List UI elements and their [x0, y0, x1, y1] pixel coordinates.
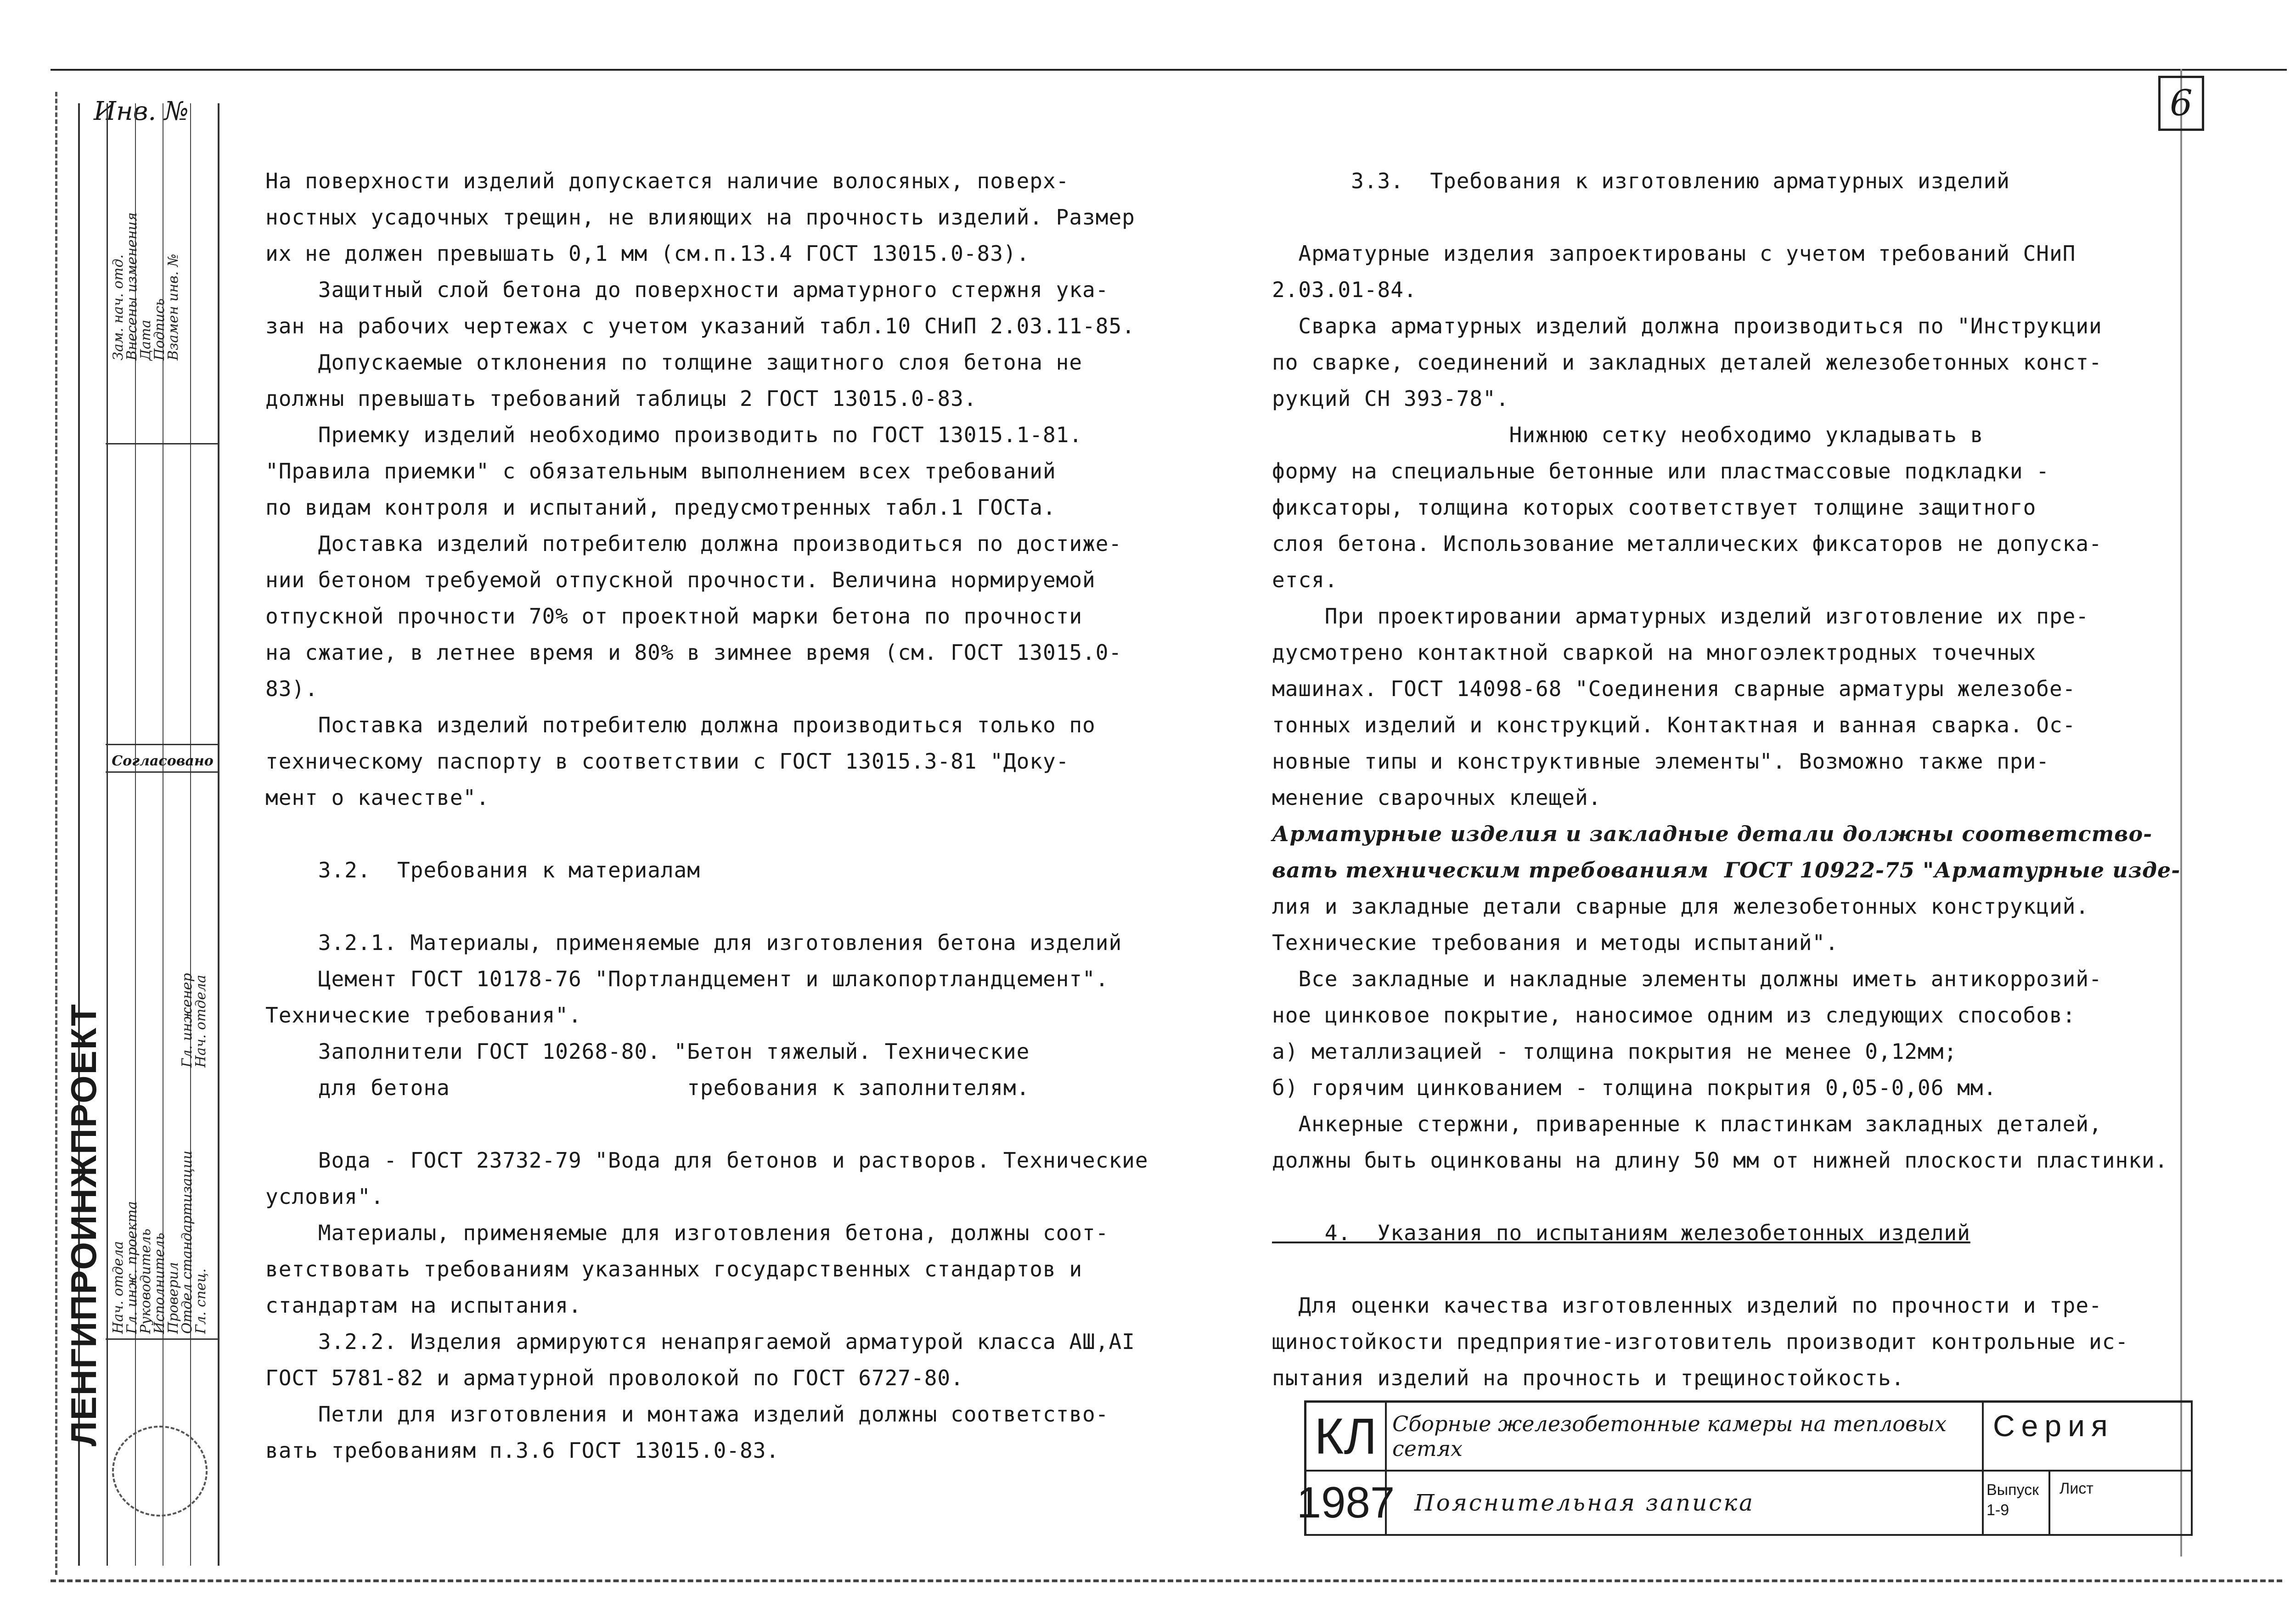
text-line: стандартам на испытания.	[265, 1293, 582, 1318]
text-line	[265, 888, 1148, 925]
text-line: Защитный слой бетона до поверхности арматурного стержня ука-	[265, 277, 1109, 302]
stamp-row-label: Гл. инженер	[179, 973, 195, 1068]
frame-right-line	[2180, 69, 2182, 1557]
text-line: 3.2.2. Изделия армируются ненапрягаемой арматурой класса АШ,АI	[265, 1329, 1135, 1354]
text-line: на сжатие, в летнее время и 80% в зимнее время (см. ГОСТ 13015.0-	[265, 640, 1122, 665]
text-line: фиксаторы, толщина которых соответствует толщине защитного	[1272, 495, 2037, 520]
project-year: 1987	[1306, 1472, 1387, 1536]
text-line	[1272, 1179, 2180, 1215]
text-line: мент о качестве".	[265, 785, 490, 810]
text-line: ГОСТ 5781-82 и арматурной проволокой по ГОСТ 6727-80.	[265, 1366, 964, 1390]
text-line: ется.	[1272, 568, 1338, 592]
text-line: Нижнюю сетку необходимо укладывать в	[1272, 422, 1984, 447]
text-line: При проектировании арматурных изделий изготовление их пре-	[1272, 604, 2089, 629]
text-line: условия".	[265, 1184, 384, 1209]
text-line: 2.03.01-84.	[1272, 277, 1417, 302]
organization-name: ЛЕНГИПРОИНЖПРОЕКТ	[63, 1003, 104, 1446]
stamp-row-label: Руководитель	[138, 1228, 154, 1334]
text-line: ностных усадочных трещин, не влияющих на прочность изделий. Размер	[265, 205, 1135, 230]
text-line	[1272, 1251, 2180, 1287]
text-line: 3.2.1. Материалы, применяемые для изготовления бетона изделий	[265, 930, 1122, 955]
frame-bottom-line	[51, 1579, 2282, 1582]
text-line: Материалы, применяемые для изготовления бетона, должны соот-	[265, 1220, 1109, 1245]
document-name: Пояснительная записка	[1387, 1472, 1984, 1536]
text-line: На поверхности изделий допускается наличие волосяных, поверх-	[265, 169, 1069, 193]
text-line: Сварка арматурных изделий должна производиться по "Инструкции	[1272, 314, 2102, 338]
text-line: Приемку изделий необходимо производить по ГОСТ 13015.1-81.	[265, 422, 1083, 447]
stamp-row-label: Подпись	[152, 298, 168, 360]
agreed-label: Согласовано	[112, 753, 214, 769]
round-seal	[112, 1426, 208, 1517]
text-line: тонных изделий и конструкций. Контактная и ванная сварка. Ос-	[1272, 713, 2076, 737]
text-line: Заполнители ГОСТ 10268-80. "Бетон тяжелый. Технические	[265, 1039, 1030, 1064]
series-label: Серия	[1984, 1403, 2193, 1472]
text-line: зан на рабочих чертежах с учетом указаний табл.10 СНиП 2.03.11-85.	[265, 314, 1135, 338]
stamp-row-label: Нач. отдела	[193, 974, 209, 1068]
stamp-row-divider	[106, 1338, 218, 1340]
stamp-row-label: Взамен инв. №	[165, 253, 181, 360]
right-text-column	[1272, 163, 2180, 1396]
stamp-row-label: Внесены изменения	[124, 212, 140, 360]
text-line: Все закладные и накладные элементы должны иметь антикоррозий-	[1272, 967, 2102, 991]
stamp-row-label: Гл. инж. проекта	[124, 1201, 140, 1334]
issue-value: 1-9	[1986, 1501, 2009, 1519]
text-line: Технические требования".	[265, 1003, 582, 1028]
text-line: по сварке, соединений и закладных деталей железобетонных конст-	[1272, 350, 2102, 375]
text-line: новные типы и конструктивные элементы". Возможно также при-	[1272, 749, 2049, 774]
inventory-number-label: Инв. №	[94, 96, 189, 126]
text-line: 4. Указания по испытаниям железобетонных изделий	[1272, 1220, 1970, 1245]
text-line: Доставка изделий потребителю должна производиться по достиже-	[265, 531, 1122, 556]
stamp-row-label: Отдел стандартизации	[179, 1150, 195, 1334]
project-title: Сборные железобетонные камеры на тепловых сетях	[1387, 1403, 1984, 1472]
frame-left-line	[55, 92, 57, 1575]
text-line	[265, 816, 1148, 852]
stamp-row-label: Исполнитель	[152, 1232, 168, 1334]
stamp-row-label: Дата	[138, 320, 154, 360]
project-code: КЛ	[1306, 1403, 1387, 1472]
text-line: нии бетоном требуемой отпускной прочности. Величина нормируемой	[265, 568, 1096, 592]
text-line: вать техническим требованиям ГОСТ 10922-75 "Арматурные изде-	[1272, 858, 2181, 882]
text-line	[265, 1106, 1148, 1142]
text-line: должны быть оцинкованы на длину 50 мм от нижней плоскости пластинки.	[1272, 1148, 2168, 1173]
text-line: машинах. ГОСТ 14098-68 "Соединения сварные арматуры железобе-	[1272, 676, 2076, 701]
sheet-label: Лист	[2050, 1472, 2193, 1536]
text-line: 3.2. Требования к материалам	[265, 858, 700, 882]
title-block	[1296, 1400, 2193, 1536]
text-line: Допускаемые отклонения по толщине защитного слоя бетона не	[265, 350, 1083, 375]
left-stamp-strip	[63, 96, 219, 1566]
text-line: Вода - ГОСТ 23732-79 "Вода для бетонов и растворов. Технические	[265, 1148, 1148, 1173]
text-line: их не должен превышать 0,1 мм (см.п.13.4 ГОСТ 13015.0-83).	[265, 241, 1030, 266]
text-line: Технические требования и методы испытаний".	[1272, 930, 1839, 955]
text-line	[1272, 199, 2180, 236]
text-line: ветствовать требованиям указанных государственных стандартов и	[265, 1257, 1083, 1281]
text-line: Петли для изготовления и монтажа изделий должны соответство-	[265, 1402, 1109, 1427]
stamp-row-label: Зам. нач. отд.	[110, 254, 126, 360]
issue-cell	[1984, 1472, 2050, 1536]
frame-top-line	[51, 69, 2287, 71]
stamp-row-divider	[106, 771, 218, 773]
text-line: Арматурные изделия запроектированы с учетом требований СНиП	[1272, 241, 2076, 266]
text-line: вать требованиям п.3.6 ГОСТ 13015.0-83.	[265, 1438, 780, 1463]
text-line: Для оценки качества изготовленных изделий по прочности и тре-	[1272, 1293, 2102, 1318]
text-line: для бетона требования к заполнителям.	[265, 1075, 1030, 1100]
text-line: техническому паспорту в соответствии с ГОСТ 13015.3-81 "Доку-	[265, 749, 1069, 774]
text-line: пытания изделий на прочность и трещиностойкость.	[1272, 1366, 1905, 1390]
text-line: 3.3. Требования к изготовлению арматурных изделий	[1272, 169, 2010, 193]
text-line: Анкерные стержни, приваренные к пластинкам закладных деталей,	[1272, 1112, 2102, 1136]
text-line: дусмотрено контактной сваркой на многоэлектродных точечных	[1272, 640, 2037, 665]
text-line: а) металлизацией - толщина покрытия не менее 0,12мм;	[1272, 1039, 1958, 1064]
page-number: 6	[2158, 76, 2204, 131]
stamp-row-label: Гл. спец.	[193, 1268, 209, 1334]
text-line: рукций СН 393-78".	[1272, 386, 1509, 411]
text-line: 83).	[265, 676, 318, 701]
text-line: слоя бетона. Использование металлических фиксаторов не допуска-	[1272, 531, 2102, 556]
stamp-column-divider	[190, 103, 191, 1566]
text-line: "Правила приемки" с обязательным выполнением всех требований	[265, 459, 1056, 483]
text-line: менение сварочных клещей.	[1272, 785, 1602, 810]
left-text-column	[265, 163, 1148, 1469]
stamp-row-label: Проверил	[165, 1262, 181, 1334]
issue-label: Выпуск	[1986, 1481, 2039, 1499]
text-line: ное цинковое покрытие, наносимое одним из следующих способов:	[1272, 1003, 2076, 1028]
text-line: Поставка изделий потребителю должна производиться только по	[265, 713, 1096, 737]
organization-column	[63, 103, 108, 1566]
stamp-row-divider	[106, 744, 218, 745]
text-line: Арматурные изделия и закладные детали должны соответство-	[1272, 821, 2153, 846]
text-line: лия и закладные детали сварные для железобетонных конструкций.	[1272, 894, 2089, 919]
text-line: отпускной прочности 70% от проектной марки бетона по прочности	[265, 604, 1083, 629]
text-line: Цемент ГОСТ 10178-76 "Портландцемент и шлакопортландцемент".	[265, 967, 1109, 991]
text-line: должны превышать требований таблицы 2 ГОСТ 13015.0-83.	[265, 386, 977, 411]
stamp-row-label: Нач. отдела	[110, 1241, 126, 1334]
text-line: форму на специальные бетонные или пластмассовые подкладки -	[1272, 459, 2049, 483]
stamp-row-divider	[106, 443, 218, 444]
text-line: щиностойкости предприятие-изготовитель производит контрольные ис-	[1272, 1329, 2129, 1354]
text-line: по видам контроля и испытаний, предусмотренных табл.1 ГОСТа.	[265, 495, 1056, 520]
text-line: б) горячим цинкованием - толщина покрытия 0,05-0,06 мм.	[1272, 1075, 1997, 1100]
